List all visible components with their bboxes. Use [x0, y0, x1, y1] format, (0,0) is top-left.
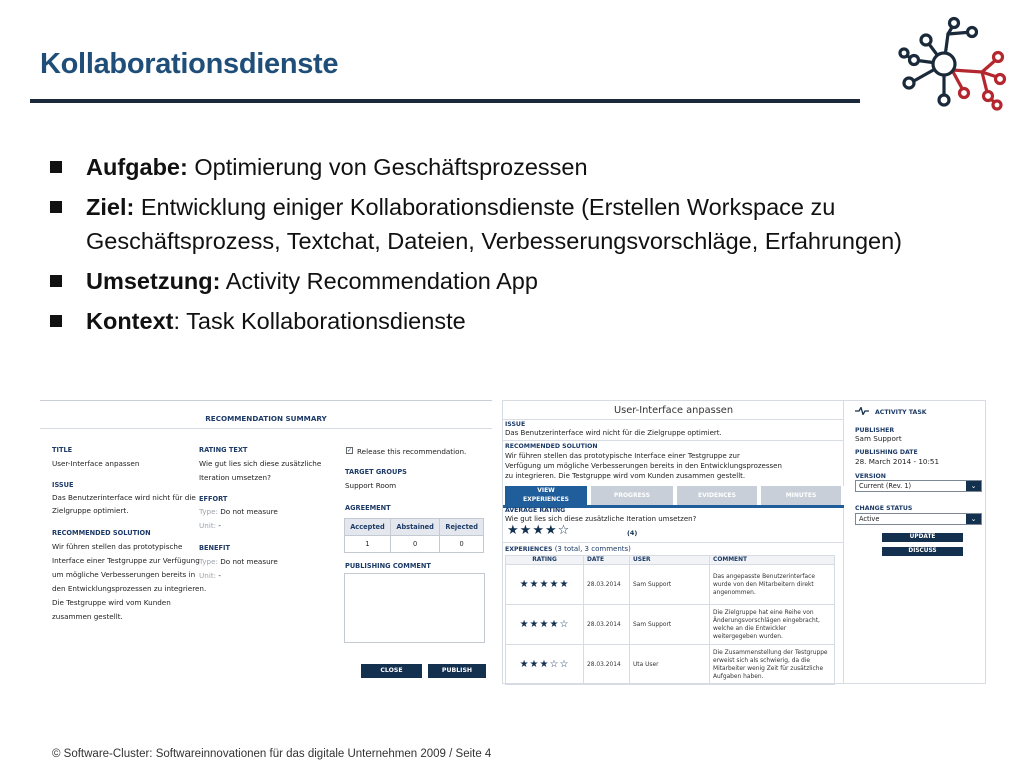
update-button[interactable]: UPDATE	[882, 533, 963, 542]
title-value: User-Interface anpassen	[52, 459, 140, 468]
row-user: Uta User	[630, 645, 710, 685]
row-rating-stars: ★★★☆☆	[506, 645, 584, 685]
row-comment: Das angepasste Benutzerinterface wurde von den Mitarbeitern direkt angenommen.	[710, 565, 835, 605]
publishing-date-value: 28. March 2014 - 10:51	[855, 457, 940, 466]
activity-task-label: ACTIVITY TASK	[875, 409, 927, 416]
target-groups-value: Support Room	[345, 481, 397, 490]
exp-header: DATE	[584, 556, 630, 565]
effort-unit-value: -	[216, 521, 221, 530]
issue-label: ISSUE	[505, 421, 526, 428]
exp-header: RATING	[506, 556, 584, 565]
recommendation-detail-panel	[502, 400, 986, 684]
bullet-marker	[50, 161, 62, 173]
star-icon: ☆	[557, 523, 571, 538]
solution-label: RECOMMENDED SOLUTION	[505, 443, 598, 450]
exp-header: COMMENT	[710, 556, 835, 565]
benefit-type	[199, 555, 278, 568]
experiences-table	[505, 555, 835, 685]
recommendation-main	[503, 401, 844, 683]
benefit-type-key: Type:	[199, 557, 218, 566]
solution-line: den Entwicklungsprozessen zu integrieren.	[52, 584, 207, 593]
solution-line: Verfügung um mögliche Verbesserungen bereits in den Entwicklungsprozessen	[505, 462, 782, 470]
row-rating-stars: ★★★★☆	[506, 605, 584, 645]
bullet-item	[48, 150, 978, 184]
tab-label: VIEW	[537, 487, 555, 494]
bullet-label: Ziel:	[86, 194, 135, 220]
issue-label: ISSUE	[52, 481, 74, 489]
issue-value-line: Zielgruppe optimiert.	[52, 506, 129, 515]
agreement-header: Abstained	[390, 519, 439, 536]
solution-line: Die Testgruppe wird vom Kunden	[52, 598, 171, 607]
agreement-header: Rejected	[440, 519, 484, 536]
benefit-label: BENEFIT	[199, 544, 231, 552]
version-label: VERSION	[855, 473, 886, 480]
publishing-comment-label: PUBLISHING COMMENT	[345, 562, 431, 570]
benefit-type-value: Do not measure	[217, 557, 278, 566]
effort-type-value: Do not measure	[217, 507, 278, 516]
row-user: Sam Support	[630, 605, 710, 645]
close-button[interactable]: CLOSE	[361, 664, 422, 678]
bullet-text: Optimierung von Geschäftsprozessen	[187, 154, 588, 180]
bullet-item	[48, 264, 978, 298]
row-user: Sam Support	[630, 565, 710, 605]
issue-value-line: Das Benutzerinterface wird nicht für die	[52, 493, 196, 502]
bullet-marker	[50, 201, 62, 213]
exp-header: USER	[630, 556, 710, 565]
bullet-label: Umsetzung:	[86, 268, 221, 294]
solution-label: RECOMMENDED SOLUTION	[52, 529, 151, 537]
bullet-item	[48, 190, 978, 258]
bullet-marker	[50, 275, 62, 287]
chevron-down-icon: ⌄	[966, 514, 981, 524]
benefit-unit-key: Unit:	[199, 571, 217, 580]
activity-pulse-icon	[855, 407, 869, 415]
star-icon: ★	[507, 523, 520, 538]
rating-text-line: Iteration umsetzen?	[199, 473, 271, 482]
experiences-count: (3 total, 3 comments)	[552, 545, 631, 553]
agreement-table	[344, 518, 484, 553]
status-select[interactable]	[855, 513, 982, 525]
rating-text-label: RATING TEXT	[199, 446, 248, 454]
publishing-comment-input[interactable]	[344, 573, 485, 643]
bullet-text: Activity Recommendation App	[220, 268, 538, 294]
table-row	[506, 645, 835, 685]
release-label: Release this recommendation.	[357, 447, 467, 456]
row-date: 28.03.2014	[584, 645, 630, 685]
change-status-label: CHANGE STATUS	[855, 505, 913, 512]
average-rating-label: AVERAGE RATING	[505, 507, 566, 514]
experiences-heading	[505, 544, 841, 555]
table-row	[506, 605, 835, 645]
summary-heading: RECOMMENDATION SUMMARY	[205, 414, 327, 423]
bullet-marker	[50, 315, 62, 327]
panel-top-border	[40, 400, 492, 401]
benefit-unit	[199, 569, 221, 582]
title-divider	[503, 419, 844, 420]
software-cluster-logo-icon	[892, 14, 1012, 122]
version-select[interactable]	[855, 480, 982, 492]
row-date: 28.03.2014	[584, 565, 630, 605]
star-icon: ★	[519, 523, 533, 538]
issue-divider	[503, 440, 844, 441]
discuss-button[interactable]: DISCUSS	[882, 547, 963, 556]
issue-text: Das Benutzerinterface wird nicht für die Zielgruppe optimiert.	[505, 429, 722, 437]
row-rating-stars: ★★★★★	[506, 565, 584, 605]
effort-type-key: Type:	[199, 507, 218, 516]
average-rating-stars	[507, 523, 570, 538]
effort-unit-key: Unit:	[199, 521, 217, 530]
publisher-label: PUBLISHER	[855, 427, 895, 434]
average-rating-count: (4)	[627, 529, 638, 537]
bullet-text: Entwicklung einiger Kollaborationsdienste (Erstellen Workspace zu Geschäftsprozess, Textchat, Dateien, Verbesserungsvorschläge, Erfahrungen)	[86, 194, 902, 254]
target-groups-label: TARGET GROUPS	[345, 468, 407, 476]
status-selected: Active	[859, 515, 880, 523]
tab-minutes[interactable]: MINUTES	[761, 486, 841, 505]
agreement-value: 0	[440, 536, 484, 553]
agreement-label: AGREEMENT	[345, 504, 391, 512]
rating-text-line: Wie gut lies sich diese zusätzliche	[199, 459, 322, 468]
publishing-date-label: PUBLISHING DATE	[855, 449, 918, 456]
release-checkbox[interactable]: ✓	[347, 447, 353, 454]
bullet-list	[48, 150, 978, 344]
solution-line: Wir führen stellen das prototypische Interface einer Testgruppe zur	[505, 452, 740, 460]
rating-divider	[503, 542, 844, 543]
solution-line: um mögliche Verbesserungen bereits in	[52, 570, 196, 579]
activity-sidebar	[849, 401, 985, 683]
solution-line: zusammen gestellt.	[52, 612, 123, 621]
tab-label: EXPERIENCES	[522, 495, 570, 503]
star-icon: ★	[532, 523, 545, 538]
agreement-header: Accepted	[345, 519, 391, 536]
agreement-value: 1	[345, 536, 391, 553]
row-comment: Die Zusammenstellung der Testgruppe erweist sich als schwierig, da die Mitarbeiter wenig Zeit für zusätzliche Aufgaben haben.	[710, 645, 835, 685]
row-comment: Die Zielgruppe hat eine Reihe von Änderungsvorschlägen eingebracht, welche an die Entwickler weitergegeben wurden.	[710, 605, 835, 645]
publish-button[interactable]: PUBLISH	[428, 664, 486, 678]
publisher-value: Sam Support	[855, 434, 902, 443]
tab-evidences[interactable]: EVIDENCES	[677, 486, 757, 505]
row-date: 28.03.2014	[584, 605, 630, 645]
bullet-label: Aufgabe:	[86, 154, 188, 180]
solution-line: zu integrieren. Die Testgruppe wird vom Kunden zusammen gestellt.	[505, 472, 746, 480]
chevron-down-icon: ⌄	[966, 481, 981, 491]
tab-view-experiences[interactable]	[505, 486, 587, 505]
solution-line: Interface einer Testgruppe zur Verfügung	[52, 556, 200, 565]
benefit-unit-value: -	[216, 571, 221, 580]
effort-label: EFFORT	[199, 495, 228, 503]
tab-bar	[503, 486, 844, 505]
star-icon: ★	[544, 523, 558, 538]
title-divider	[30, 99, 860, 103]
experiences-label: EXPERIENCES	[505, 546, 553, 553]
bullet-item	[48, 304, 978, 338]
effort-type	[199, 505, 278, 518]
bullet-label: Kontext	[86, 308, 174, 334]
bullet-text: : Task Kollaborationsdienste	[173, 308, 466, 334]
summary-divider	[40, 428, 492, 429]
version-selected: Current (Rev. 1)	[859, 482, 912, 490]
table-row	[506, 565, 835, 605]
average-rating-question: Wie gut lies sich diese zusätzliche Iteration umsetzen?	[505, 515, 697, 523]
slide-footer: © Software-Cluster: Softwareinnovationen für das digitale Unternehmen 2009 / Seite 4	[52, 748, 492, 760]
slide-title: Kollaborationsdienste	[40, 48, 339, 80]
recommendation-title: User-Interface anpassen	[613, 405, 734, 416]
title-label: TITLE	[52, 446, 73, 454]
agreement-value: 0	[390, 536, 439, 553]
effort-unit	[199, 519, 221, 532]
solution-line: Wir führen stellen das prototypische	[52, 542, 183, 551]
recommendation-summary-panel	[40, 400, 492, 685]
tab-progress[interactable]: PROGRESS	[591, 486, 673, 505]
